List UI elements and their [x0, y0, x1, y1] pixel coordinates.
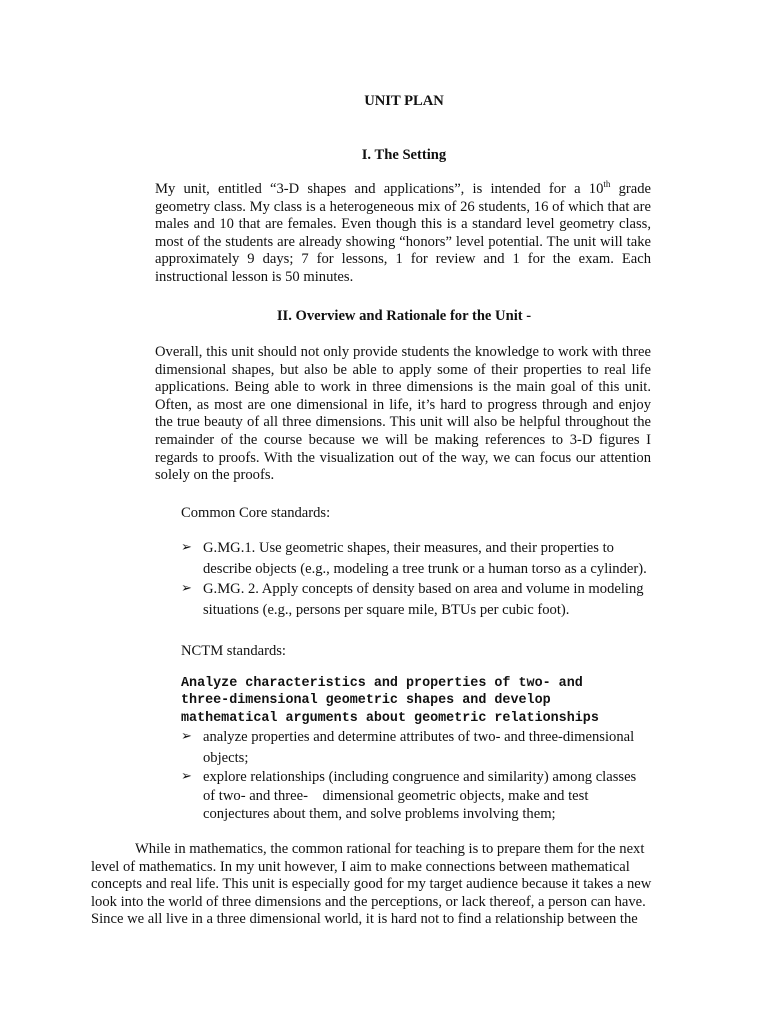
nctm-standard-heading: [181, 675, 651, 727]
common-core-list: [181, 538, 651, 620]
list-item: [181, 727, 651, 768]
arrow-bullet-icon: ➢: [181, 769, 192, 784]
nctm-label: NCTM standards:: [181, 643, 286, 659]
document-title: UNIT PLAN: [364, 93, 444, 109]
superscript-th: th: [603, 179, 611, 189]
section-heading-overview: II. Overview and Rationale for the Unit -: [276, 308, 532, 324]
list-item-text: explore relationships (including congruence and similarity) among classes of two- and three- dimensional geometric objects, make and test conjectures about them, and solve problems involving them;: [203, 769, 640, 822]
setting-paragraph: [155, 181, 651, 287]
section-heading-setting: I. The Setting: [361, 147, 447, 163]
setting-text-start: My unit, entitled “3-D shapes and applications”, is intended for a 10: [155, 181, 604, 197]
nctm-standard-line: mathematical arguments about geometric relationships: [181, 710, 599, 726]
list-item: [181, 538, 651, 579]
common-core-label: Common Core standards:: [181, 505, 331, 521]
arrow-bullet-icon: ➢: [181, 581, 192, 596]
list-item: [181, 579, 651, 620]
arrow-bullet-icon: ➢: [181, 729, 192, 744]
nctm-list: [181, 727, 651, 824]
list-item-text: G.MG. 2. Apply concepts of density based on area and volume in modeling situations (e.g., persons per square mile, BTUs per cubic foot).: [203, 581, 644, 618]
arrow-bullet-icon: ➢: [181, 540, 192, 555]
closing-paragraph: While in mathematics, the common rational for teaching is to prepare them for the next level of mathematics. In my unit however, I aim to make connections between mathematical concepts and real life. This unit is especially good for my target audience because it takes a new look into the world of three dimensions and the perceptions, or lack thereof, a person can have. Since we all live in a three dimensional world, it is hard not to find a relationship between the: [91, 841, 652, 928]
nctm-standard-line: three-dimensional geometric shapes and develop: [181, 693, 551, 709]
overview-paragraph: Overall, this unit should not only provide students the knowledge to work with three dimensional shapes, but also be able to apply some of their properties to real life applications. Being able to work in three dimensions is the main goal of this unit. Often, as most are one dimensional in life, it’s hard to progress through and enjoy the true beauty of all three dimensions. This unit will also be helpful throughout the remainder of the course because we will be making references to 3-D figures I regards to proofs. With the visualization out of the way, we can focus our attention solely on the proofs.: [155, 344, 651, 484]
setting-text-end: grade geometry class. My class is a heterogeneous mix of 26 students, 16 of which that are males and 10 that are females. Even though this is a standard level geometry class, most of the students are already showing “honors” level potential. The unit will take approximately 9 days; 7 for lessons, 1 for review and 1 for the exam. Each instructional lesson is 50 minutes.: [155, 181, 651, 285]
list-item-text: G.MG.1. Use geometric shapes, their measures, and their properties to describe objects (e.g., modeling a tree trunk or a human torso as a cylinder).: [203, 540, 647, 577]
nctm-standard-line: Analyze characteristics and properties of two- and: [181, 676, 583, 691]
list-item: [181, 768, 651, 824]
list-item-text: analyze properties and determine attributes of two- and three-dimensional objects;: [203, 729, 635, 766]
